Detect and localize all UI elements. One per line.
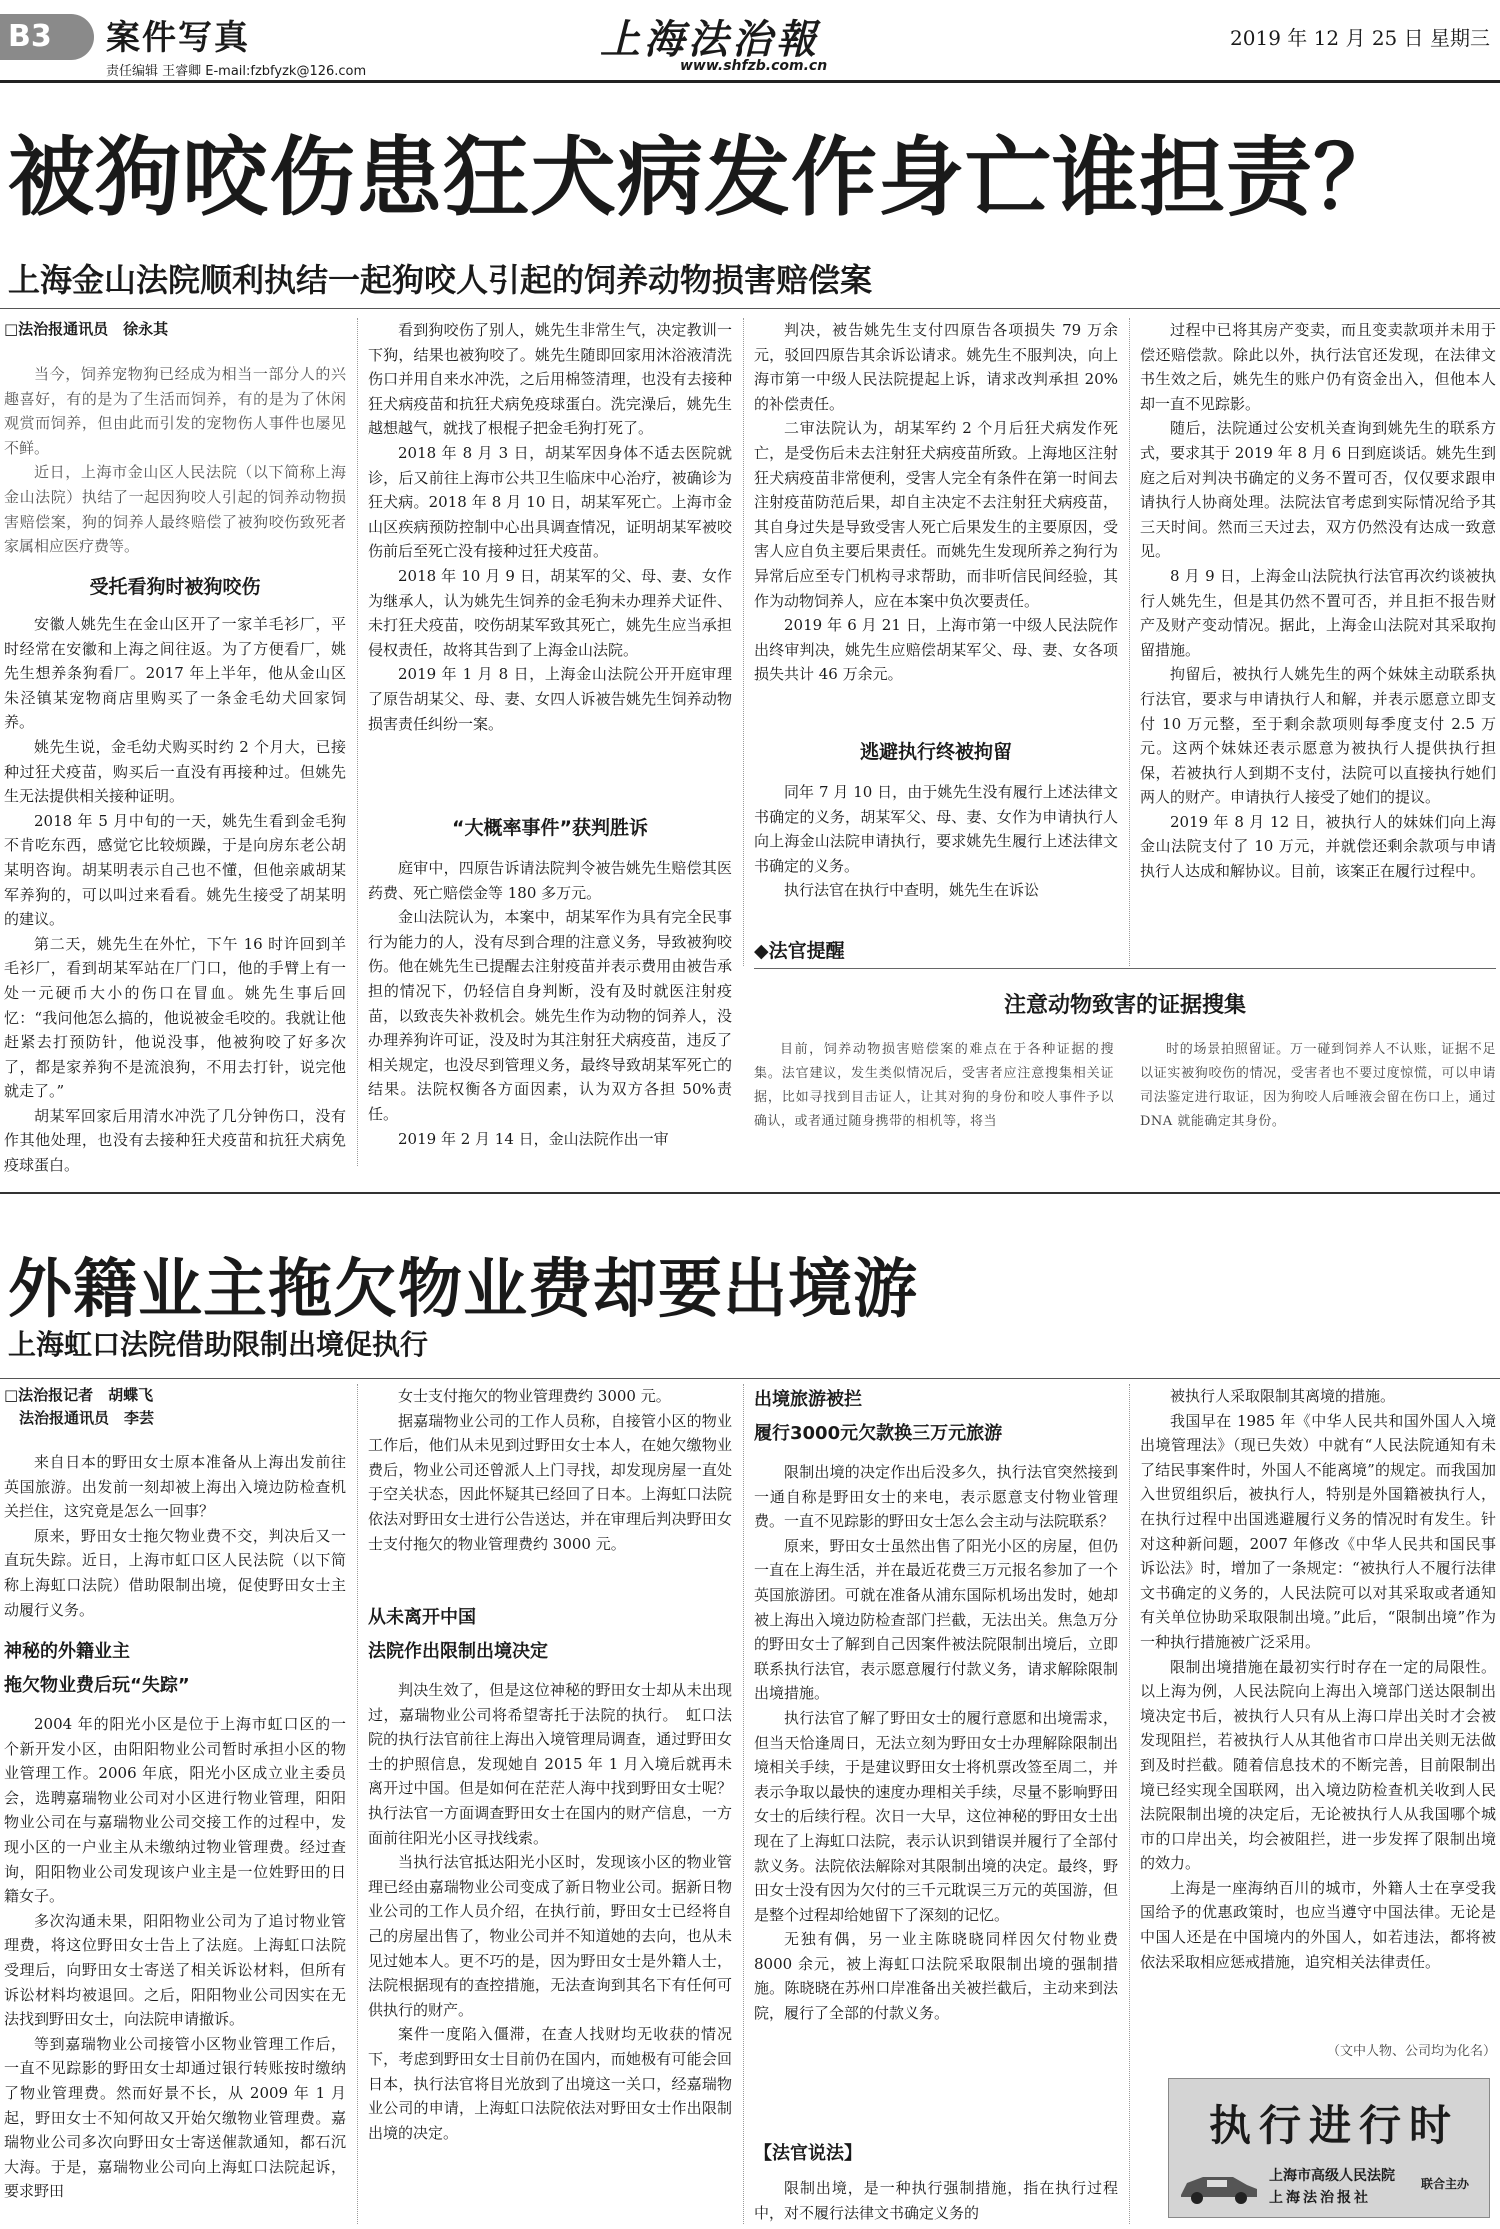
paragraph: 金山法院认为，本案中，胡某军作为具有完全民事行为能力的人，没有尽到合理的注意义务，导致被狗咬伤。他在姚先生已提醒去注射疫苗并表示费用由被告承担的情况下，仍轻信自身判断，没有及时就医注射疫苗，以致丧失补救机会。姚先生作为动物的饲养人，没办理养狗许可证，没及时为其注射狂犬病疫苗，违反了相关规定，也没尽到管理义务，最终导致胡某军死亡的结果。法院权衡各方面因素，认为双方各担 50%责任。 — [368, 908, 732, 1123]
article2-subheadline: 上海虹口法院借助限制出境促执行 — [8, 1328, 429, 1361]
column-divider — [1129, 318, 1130, 966]
paragraph: 胡某军回家后用清水冲洗了几分钟伤口，没有作其他处理，也没有去接种狂犬疫苗和抗狂犬病免疫球蛋白。 — [4, 1106, 346, 1175]
masthead-url[interactable]: www.shfzb.com.cn — [680, 58, 828, 74]
article2-subhead-1a: 神秘的外籍业主 — [4, 1641, 130, 1662]
paragraph: 第二天，姚先生在外忙，下午 16 时许回到羊毛衫厂，看到胡某军站在厂门口，他的手臂上有一处一元硬币大小的伤口在冒血。姚先生事后回忆：“我问他怎么搞的，他说被金毛咬的。我就让他赶紧去打预防针，他说没事，他被狗咬了好多次了，都是家养狗不是流浪狗，不用去打针，说完他就走了。” — [4, 934, 346, 1101]
paragraph: 目前，饲养动物损害赔偿案的难点在于各种证据的搜集。法官建议，发生类似情况后，受害者应注意搜集相关证据，比如寻找到目击证人，让其对狗的身份和咬人事件予以确认，或者通过随身携带的相机等，将当 — [754, 1042, 1114, 1129]
column-divider — [743, 318, 744, 966]
header-rule — [0, 80, 1500, 83]
paragraph: 拘留后，被执行人姚先生的两个妹妹主动联系执行法官，要求与申请执行人和解，并表示愿意立即支付 10 万元整，至于剩余款项则每季度支付 2.5 万元。这两个妹妹还表示愿意为被执行人提供执行担保，若被执行人到期不支付，法院可以直接执行她们两人的财产。申请执行人接受了她们的提议。 — [1140, 665, 1496, 807]
tip-title: 注意动物致害的证据搜集 — [1003, 993, 1246, 1018]
paragraph: 庭审中，四原告诉请法院判令被告姚先生赔偿其医药费、死亡赔偿金等 180 多万元。 — [368, 859, 732, 902]
car-icon — [1177, 2161, 1261, 2205]
article1-subhead-2: “大概率事件”获判胜诉 — [452, 817, 648, 839]
article2-col1 — [4, 1450, 346, 1622]
logo-org-2: 上海法治报社 — [1269, 2190, 1371, 2206]
paragraph: 无独有偶，另一业主陈晓晓同样因欠付物业费 8000 余元，被上海虹口法院采取限制出境的强制措施。陈晓晓在苏州口岸准备出关被拦截后，主动来到法院，履行了全部的付款义务。 — [754, 1930, 1118, 2023]
paragraph: 原来，野田女士虽然出售了阳光小区的房屋，但仍一直在上海生活，并在最近花费三万元报名参加了一个英国旅游团。可就在准备从浦东国际机场出发时，她却被上海出入境边防检查部门拦截，无法出关。焦急万分的野田女士了解到自己因案件被法院限制出境后，立即联系执行法官，表示愿意履行付款义务，请求解除限制出境措施。 — [754, 1536, 1118, 1703]
editor-credit: 责任编辑 王睿卿 E-mail:fzbfyzk@126.com — [106, 64, 367, 79]
paragraph: 限制出境的决定作出后没多久，执行法官突然接到一通自称是野田女士的来电，表示愿意支付物业管理费。一直不见踪影的野田女士怎么会主动与法院联系？ — [754, 1463, 1118, 1531]
article1-subhead-3: 逃避执行终被拘留 — [859, 741, 1012, 763]
article1-col3b — [754, 780, 1118, 903]
paragraph: 我国早在 1985 年《中华人民共和国外国人入境出境管理法》（现已失效）中就有“人民法院通知有未了结民事案件时，外国人不能离境”的规定。而我国加入世贸组织后，被执行人，特别是外国籍被执行人，在执行过程中出国逃避履行义务的情况时有发生。针对这种新问题，2007 年修改《中华人民共和国民事诉讼法》时，增加了一条规定：“被执行人不履行法律文书确定的义务的，人民法院可以对其采取或者通知有关单位协助采取限制出境。”此后，“限制出境”作为一种执行措施被广泛采用。 — [1140, 1411, 1496, 1651]
article1-byline: □法治报通讯员 徐永其 — [4, 320, 169, 338]
paragraph: 姚先生说，金毛幼犬购买时约 2 个月大，已接种过狂犬疫苗，购买后一直没有再接种过。但姚先生无法提供相关接种证明。 — [4, 737, 346, 806]
article2-subhead-2a: 从未离开中国 — [368, 1607, 476, 1628]
lead-paragraph: 当今，饲养宠物狗已经成为相当一部分人的兴趣喜好，有的是为了生活而饲养，有的是为了休闲观赏而饲养，但由此而引发的宠物伤人事件也屡见不鲜。 — [4, 365, 346, 457]
article2-col1b — [4, 1712, 346, 2204]
logo-title: 执行进行时 — [1209, 2101, 1460, 2150]
paragraph: 2004 年的阳光小区是位于上海市虹口区的一个新开发小区，由阳阳物业公司暂时承担小区的物业管理工作。2006 年底，阳光小区成立业主委员会，选聘嘉瑞物业公司对小区进行物业管理，阳阳物业公司在与嘉瑞物业公司交接工作的过程中，发现小区的一户业主从未缴纳过物业管理费。经过查询，阳阳物业公司发现该户业主是一位姓野田的日籍女子。 — [4, 1715, 346, 1906]
article2-headline: 外籍业主拖欠物业费却要出境游 — [8, 1253, 918, 1327]
page-number-badge: B3 — [0, 14, 94, 60]
article1-subheadline: 上海金山法院顺利执结一起狗咬人引起的饲养动物损害赔偿案 — [8, 261, 873, 299]
paragraph: 过程中已将其房产变卖，而且变卖款项并未用于偿还赔偿款。除此以外，执行法官还发现，在法律文书生效之后，姚先生的账户仍有资金出入，但他本人却一直不见踪影。 — [1140, 321, 1496, 413]
article1-col1 — [4, 612, 346, 1178]
paragraph: 时的场景拍照留证。万一碰到饲养人不认账，证据不足以证实被狗咬伤的情况，受害者也不要过度惊慌，可以申请司法鉴定进行取证，因为狗咬人后唾液会留在伤口上，通过 DNA 就能确定其身份。 — [1140, 1042, 1496, 1129]
article2-subhead-3b: 履行3000元欠款换三万元旅游 — [754, 1423, 1003, 1444]
tip-label: ◆法官提醒 — [754, 940, 845, 962]
article2-subhead-2b: 法院作出限制出境决定 — [368, 1641, 548, 1662]
paragraph: 上海是一座海纳百川的城市，外籍人士在享受我国给予的优惠政策时，也应当遵守中国法律。无论是中国人还是在中国境内的外国人，如若违法，都将被依法采取相应惩戒措施，追究相关法律责任。 — [1140, 1878, 1496, 1971]
paragraph: 案件一度陷入僵滞，在查人找财均无收获的情况下，考虑到野田女士目前仍在国内，而她极有可能会回日本，执行法官将目光放到了出境这一关口，经嘉瑞物业公司的申请，上海虹口法院依法对野田女士作出限制出境的决定。 — [368, 2025, 732, 2142]
tip-text-right — [1140, 1038, 1496, 1134]
paragraph: 2018 年 10 月 9 日，胡某军的父、母、妻、女作为继承人，认为姚先生饲养的金毛狗未办理养犬证件、未打狂犬疫苗，咬伤胡某军致其死亡，姚先生应当承担侵权责任，故将其告到了上海金山法院。 — [368, 566, 732, 659]
paragraph: 2018 年 5 月中旬的一天，姚先生看到金毛狗不肯吃东西，感觉它比较烦躁，于是向房东老公胡某明咨询。胡某明表示自己也不懂，但他亲戚胡某军养狗的，可以叫过来看看。姚先生接受了胡某明的建议。 — [4, 811, 346, 929]
paragraph: 2019 年 2 月 14 日，金山法院作出一审 — [398, 1129, 669, 1148]
article-separator — [0, 1192, 1500, 1194]
article2-rule — [0, 1378, 1500, 1379]
paragraph: 2019 年 1 月 8 日，上海金山法院公开开庭审理了原告胡某父、母、妻、女四人诉被告姚先生饲养动物损害责任纠纷一案。 — [368, 665, 732, 733]
article2-signoff: （文中人物、公司均为化名） — [1326, 2044, 1496, 2059]
section-title: 案件写真 — [106, 18, 250, 58]
article1-col2b — [368, 856, 732, 1151]
paragraph: 2018 年 8 月 3 日，胡某军因身体不适去医院就诊，后又前往上海市公共卫生临床中心治疗，被确诊为狂犬病。2018 年 8 月 10 日，胡某军死亡。上海市金山区疾病预防控制中心出具调查情况，证明胡某军被咬伤前后至死亡没有接种过狂犬疫苗。 — [368, 443, 732, 561]
paragraph: 据嘉瑞物业公司的工作人员称，自接管小区的物业工作后，他们从未见到过野田女士本人，在她欠缴物业费后，物业公司还曾派人上门寻找，却发现房屋一直处于空关状态，因此怀疑其已经回了日本。上海虹口法院依法对野田女士进行公告送达，并在审理后判决野田女士支付拖欠的物业管理费约 3000 元。 — [368, 1411, 732, 1553]
lead-paragraph: 近日，上海市金山区人民法院（以下简称上海金山法院）执结了一起因狗咬人引起的饲养动物损害赔偿案，狗的饲养人最终赔偿了被狗咬伤致死者家属相应医疗费等。 — [4, 463, 346, 556]
article1-lead — [4, 362, 346, 559]
logo-org-1: 上海市高级人民法院 — [1269, 2168, 1395, 2184]
paragraph: 原来，野田女士拖欠物业费不交，判决后又一直玩失踪。近日，上海市虹口区人民法院（以下简称上海虹口法院）借助限制出境，促使野田女士主动履行义务。 — [4, 1526, 346, 1619]
article2-col2 — [368, 1384, 732, 1556]
paragraph: 执行法官在执行中查明，姚先生在诉讼 — [784, 881, 1040, 900]
article1-headline: 被狗咬伤患狂犬病发作身亡谁担责？ — [8, 128, 1400, 228]
article1-col4 — [1140, 318, 1496, 884]
column-divider — [357, 318, 358, 1166]
paragraph: 2019 年 6 月 21 日，上海市第一中级人民法院作出终审判决，姚先生应赔偿胡某军父、母、妻、女各项损失共计 46 万余元。 — [754, 616, 1118, 684]
paragraph: 当执行法官抵达阳光小区时，发现该小区的物业管理已经由嘉瑞物业公司变成了新日物业公司。据新日物业公司的工作人员介绍，在执行前，野田女士已经将自己的房屋出售了，物业公司并不知道她的去向，也从未见过她本人。更不巧的是，因为野田女士是外籍人士，法院根据现有的查控措施，无法查询到其名下有任何可供执行的财产。 — [368, 1853, 732, 2019]
column-divider — [743, 1384, 744, 2224]
article2-col3b — [754, 2176, 1118, 2225]
masthead-logo: 上海法治報 — [600, 16, 820, 63]
tip-text-left — [754, 1038, 1114, 1134]
paragraph: 安徽人姚先生在金山区开了一家羊毛衫厂，平时经常在安徽和上海之间往返。为了方便看厂，姚先生想养条狗看厂。2017 年上半年，他从金山区朱泾镇某宠物商店里购买了一条金毛幼犬回家饲养。 — [4, 615, 346, 732]
paragraph: 执行法官了解了野田女士的履行意愿和出境需求，但当天恰逢周日，无法立刻为野田女士办理解除限制出境相关手续，于是建议野田女士将机票改签至周二，并表示争取以最快的速度办理相关手续，尽量不影响野田女士的后续行程。次日一大早，这位神秘的野田女士出现在了上海虹口法院，表示认识到错误并履行了全部付款义务。法院依法解除对其限制出境的决定。最终，野田女士没有因为欠付的三千元耽误三万元的英国游，但是整个过程却给她留下了深刻的记忆。 — [754, 1708, 1118, 1924]
paragraph: 同年 7 月 10 日，由于姚先生没有履行上述法律文书确定的义务，胡某军父、母、妻、女作为申请执行人向上海金山法院申请执行，要求姚先生履行上述法律文书确定的义务。 — [754, 783, 1118, 875]
paragraph: 等到嘉瑞物业公司接管小区物业管理工作后，一直不见踪影的野田女士却通过银行转账按时缴纳了物业管理费。然而好景不长，从 2009 年 1 月起，野田女士不知何故又开始欠缴物业管理费。嘉瑞物业公司多次向野田女士寄送催款通知，都石沉大海。于是，嘉瑞物业公司向上海虹口法院起诉，要求野田 — [4, 2034, 346, 2201]
paragraph: 随后，法院通过公安机关查询到姚先生的联系方式，要求其于 2019 年 8 月 6 日到庭谈话。姚先生到庭之后对判决书确定的义务不置可否，仅仅要求跟申请执行人协商处理。法院法官考虑到实际情况给予其三天时间。然而三天过去，双方仍然没有达成一致意见。 — [1140, 419, 1496, 561]
article2-subhead-3a: 出境旅游被拦 — [754, 1389, 862, 1410]
paragraph: 来自日本的野田女士原本准备从上海出发前往英国旅游。出发前一刻却被上海出入境边防检查机关拦住，这究竟是怎么一回事？ — [4, 1453, 346, 1521]
article1-rule — [0, 308, 1500, 309]
column-divider — [1129, 1384, 1130, 2224]
article1-col2 — [368, 318, 732, 736]
article2-col2b — [368, 1678, 732, 2145]
paragraph: 限制出境，是一种执行强制措施，指在执行过程中，对不履行法律文书确定义务的 — [754, 2179, 1118, 2222]
column-divider — [357, 1384, 358, 2224]
article2-subhead-1b: 拖欠物业费后玩“失踪” — [4, 1675, 190, 1696]
paragraph: 多次沟通未果，阳阳物业公司为了追讨物业管理费，将这位野田女士告上了法庭。上海虹口法院受理后，向野田女士寄送了相关诉讼材料，但所有诉讼材料均被退回。之后，阳阳物业公司因实在无法找到野田女士，向法院申请撤诉。 — [4, 1911, 346, 2029]
paragraph: 判决，被告姚先生支付四原告各项损失 79 万余元，驳回四原告其余诉讼请求。姚先生不服判决，向上海市第一中级人民法院提起上诉，请求改判承担 20%的补偿责任。 — [754, 321, 1118, 413]
tip-rule — [754, 968, 1496, 969]
article2-byline: □法治报记者 胡蝶飞 法治报通讯员 李芸 — [4, 1386, 155, 1427]
paragraph: 被执行人采取限制其离境的措施。 — [1170, 1387, 1396, 1405]
column-logo — [1168, 2078, 1490, 2218]
paragraph: 女士支付拖欠的物业管理费约 3000 元。 — [398, 1387, 671, 1405]
issue-date: 2019 年 12 月 25 日 星期三 — [1230, 26, 1490, 50]
paragraph: 判决生效了，但是这位神秘的野田女士却从未出现过，嘉瑞物业公司将希望寄托于法院的执行。 虹口法院的执行法官前往上海出入境管理局调查，通过野田女士的护照信息，发现她自 2015 年 1 月入境后就再未离开过中国。但是如何在茫茫人海中找到野田女士呢？执行法官一方面调查野田女士在国内的财产信息，一方面前往阳光小区寻找线索。 — [368, 1681, 732, 1847]
paragraph: 限制出境措施在最初实行时存在一定的局限性。以上海为例，人民法院向上海出入境部门送达限制出境决定书后，被执行人只有从上海口岸出关时才会被发现阻拦，若被执行人从其他省市口岸出关则无法做到及时拦截。随着信息技术的不断完善，目前限制出境已经实现全国联网，出入境边防检查机关收到人民法院限制出境的决定后，无论被执行人从我国哪个城市的口岸出关，均会被阻拦，进一步发挥了限制出境的效力。 — [1140, 1657, 1496, 1873]
paragraph: 2019 年 8 月 12 日，被执行人的妹妹们向上海金山法院支付了 10 万元，并就偿还剩余款项与申请执行人达成和解协议。目前，该案正在履行过程中。 — [1140, 812, 1496, 881]
paragraph: 8 月 9 日，上海金山法院执行法官再次约谈被执行人姚先生，但是其仍然不置可否，并且拒不报告财产及财产变动情况。据此，上海金山法院对其采取拘留措施。 — [1140, 566, 1496, 659]
article1-col3 — [754, 318, 1118, 687]
logo-org-3: 联合主办 — [1421, 2177, 1470, 2191]
paragraph: 二审法院认为，胡某军约 2 个月后狂犬病发作死亡，是受伤后未去注射狂犬病疫苗所致。上海地区注射狂犬病疫苗非常便利，受害人完全有条件在第一时间去注射疫苗防范后果，却自主决定不去注射狂犬病疫苗，其自身过失是导致受害人死亡后果发生的主要原因，受害人应自负主要后果责任。而姚先生发现所养之狗行为异常后应至专门机构寻求帮助，而非听信民间经验，其作为动物饲养人，应在本案中负次要责任。 — [754, 419, 1118, 610]
article1-subhead-1: 受托看狗时被狗咬伤 — [89, 576, 261, 598]
article2-col4 — [1140, 1384, 1496, 1974]
article2-subhead-4: 【法官说法】 — [754, 2143, 862, 2164]
article2-col3 — [754, 1460, 1118, 2026]
paragraph: 看到狗咬伤了别人，姚先生非常生气，决定教训一下狗，结果也被狗咬了。姚先生随即回家用沐浴液清洗伤口并用自来水冲洗，之后用棉签清理，也没有去接种狂犬病疫苗和抗狂犬病免疫球蛋白。洗完澡后，姚先生越想越气，就找了根棍子把金毛狗打死了。 — [368, 321, 732, 438]
